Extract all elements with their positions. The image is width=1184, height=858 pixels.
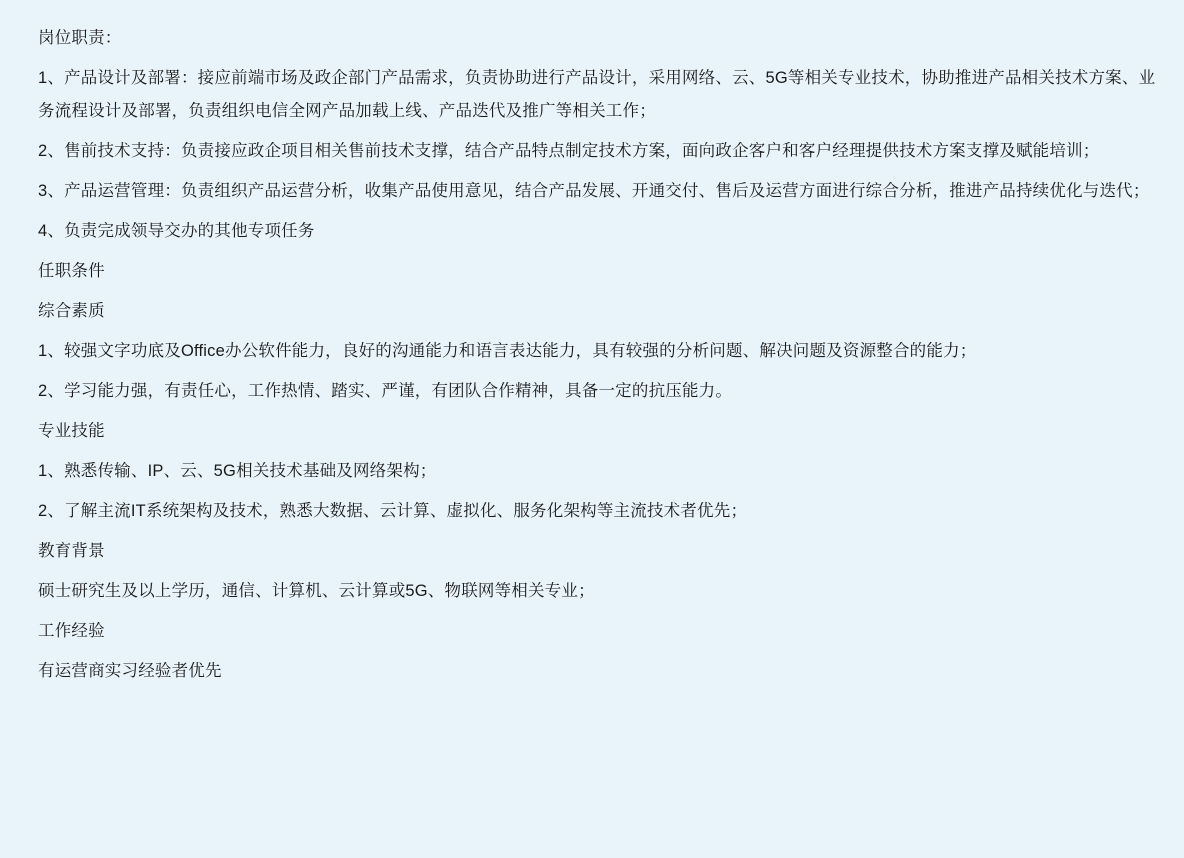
general-quality-heading: 综合素质 bbox=[38, 302, 105, 320]
education-body: 硕士研究生及以上学历，通信、计算机、云计算或5G、物联网等相关专业； bbox=[38, 582, 595, 600]
skill-item-2: 2、了解主流IT系统架构及技术，熟悉大数据、云计算、虚拟化、服务化架构等主流技术者优先； bbox=[38, 502, 748, 520]
skill-item-1: 1、熟悉传输、IP、云、5G相关技术基础及网络架构； bbox=[38, 462, 437, 480]
duties-heading: 岗位职责： bbox=[38, 29, 122, 47]
duty-item-2: 2、售前技术支持：负责接应政企项目相关售前技术支撑，结合产品特点制定技术方案，面向政企客户和客户经理提供技术方案支撑及赋能培训； bbox=[38, 142, 1100, 160]
duty-item-3: 3、产品运营管理：负责组织产品运营分析，收集产品使用意见，结合产品发展、开通交付、售后及运营方面进行综合分析，推进产品持续优化与迭代； bbox=[38, 182, 1150, 200]
skills-heading: 专业技能 bbox=[38, 422, 105, 440]
duty-item-4: 4、负责完成领导交办的其他专项任务 bbox=[38, 222, 315, 240]
education-heading: 教育背景 bbox=[38, 542, 105, 560]
duty-item-1: 1、产品设计及部署：接应前端市场及政企部门产品需求，负责协助进行产品设计，采用网络、云、5G等相关专业技术，协助推进产品相关技术方案、业务流程设计及部署，负责组织电信全网产品加载上线、产品迭代及推广等相关工作； bbox=[38, 69, 1156, 120]
quality-item-2: 2、学习能力强，有责任心，工作热情、踏实、严谨，有团队合作精神，具备一定的抗压能力。 bbox=[38, 382, 733, 400]
experience-heading: 工作经验 bbox=[38, 622, 105, 640]
quality-item-1: 1、较强文字功底及Office办公软件能力，良好的沟通能力和语言表达能力，具有较强的分析问题、解决问题及资源整合的能力； bbox=[38, 342, 977, 360]
experience-body: 有运营商实习经验者优先 bbox=[38, 662, 222, 680]
requirements-heading: 任职条件 bbox=[38, 262, 105, 280]
